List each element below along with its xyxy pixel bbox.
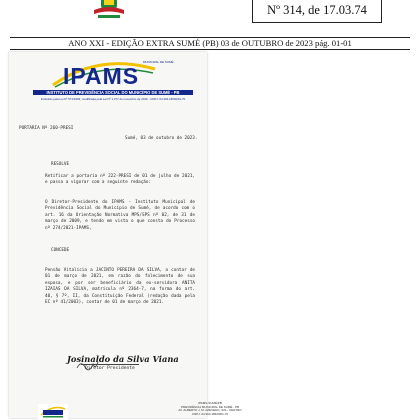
portaria-number: PORTARIA Nº 260-PRESI [19, 126, 74, 131]
logo-wordmark: IPAMS [63, 63, 140, 89]
edition-line: ANO XXI - EDIÇÃO EXTRA SUMÉ (PB) 03 de OUTUBRO de 2023 pág. 01-01 [68, 38, 352, 48]
footer-line-4: CNPJ: 04.304.186/0001-70 [191, 411, 229, 416]
concede-heading: CONCEDE [51, 248, 70, 253]
letterhead [23, 56, 193, 102]
resolve-heading: RESOLVE [51, 162, 70, 167]
paragraph-pension-grant: Pensão Vitalícia a JACINTO PEREIRA DA SILVA, a contar de 01 de março de 2021, em razão do falecimento de sua esposa, e por ser beneficiário da ex-servidora ANITA IZAIAS DA SILVA, matrícula nº 2364-7, na forma do art. 40, § 7º, II, da Constituição Federal (redação dada pela EC nº 41/2003), contar de 01 de março de 2021. [45, 268, 195, 306]
footer-address [160, 402, 260, 416]
law-reference-box [252, 0, 382, 23]
footer-logo-icon [38, 404, 68, 420]
footer-line-2: PREVIDÊNCIA MUNICIPAL DE SUMÉ - PB [180, 404, 240, 409]
paragraph-retification: Retificar a portaria nº 222-PRESI de 01 de julho de 2021, e passa a vigorar com a seguinte redação: [45, 174, 195, 186]
signatory-name: Josinaldo da Silva Viana [67, 354, 179, 364]
institute-name-band: INSTITUTO DE PREVIDÊNCIA SOCIAL DO MUNICÍPIO DE SUMÉ - PB [33, 90, 193, 95]
signature-line [81, 364, 139, 365]
document-dateline: Sumé, 03 de outubro de 2023. [125, 136, 198, 141]
law-reference: Nº 314, de 17.03.74 [267, 3, 367, 17]
municipal-crest-icon [84, 0, 134, 22]
signatory-role: Diretor Presidente [85, 366, 135, 371]
footer-line-3: AV. ALBERTO J. M. AZEVEDO, S/N - CENTRO [178, 408, 242, 413]
edition-bar [10, 37, 410, 50]
paragraph-authority: O Diretor-Presidente do IPAMS - Instituto Municipal de Previdência Social do Município de Sumé, de acordo com o art. 16 da Orientação Normativa MPS/SPS nº 02, de 31 de março de 2009, e tendo em vista o que consta do Processo nº 274/2021-IPAMS, [45, 200, 195, 231]
institute-law-line: Instituído pela Lei Nº 571/1993, modificada pela Lei Nº 1.377 de novembro de 2016 - CNPJ: 04.304.186/0001-70 [40, 97, 186, 101]
footer-line-1: IPAMS-SUMÉ/PB [198, 401, 222, 405]
logo-municipality-tag: MUNICIPAL DE SUMÉ [143, 60, 174, 64]
scanned-document [9, 52, 207, 418]
